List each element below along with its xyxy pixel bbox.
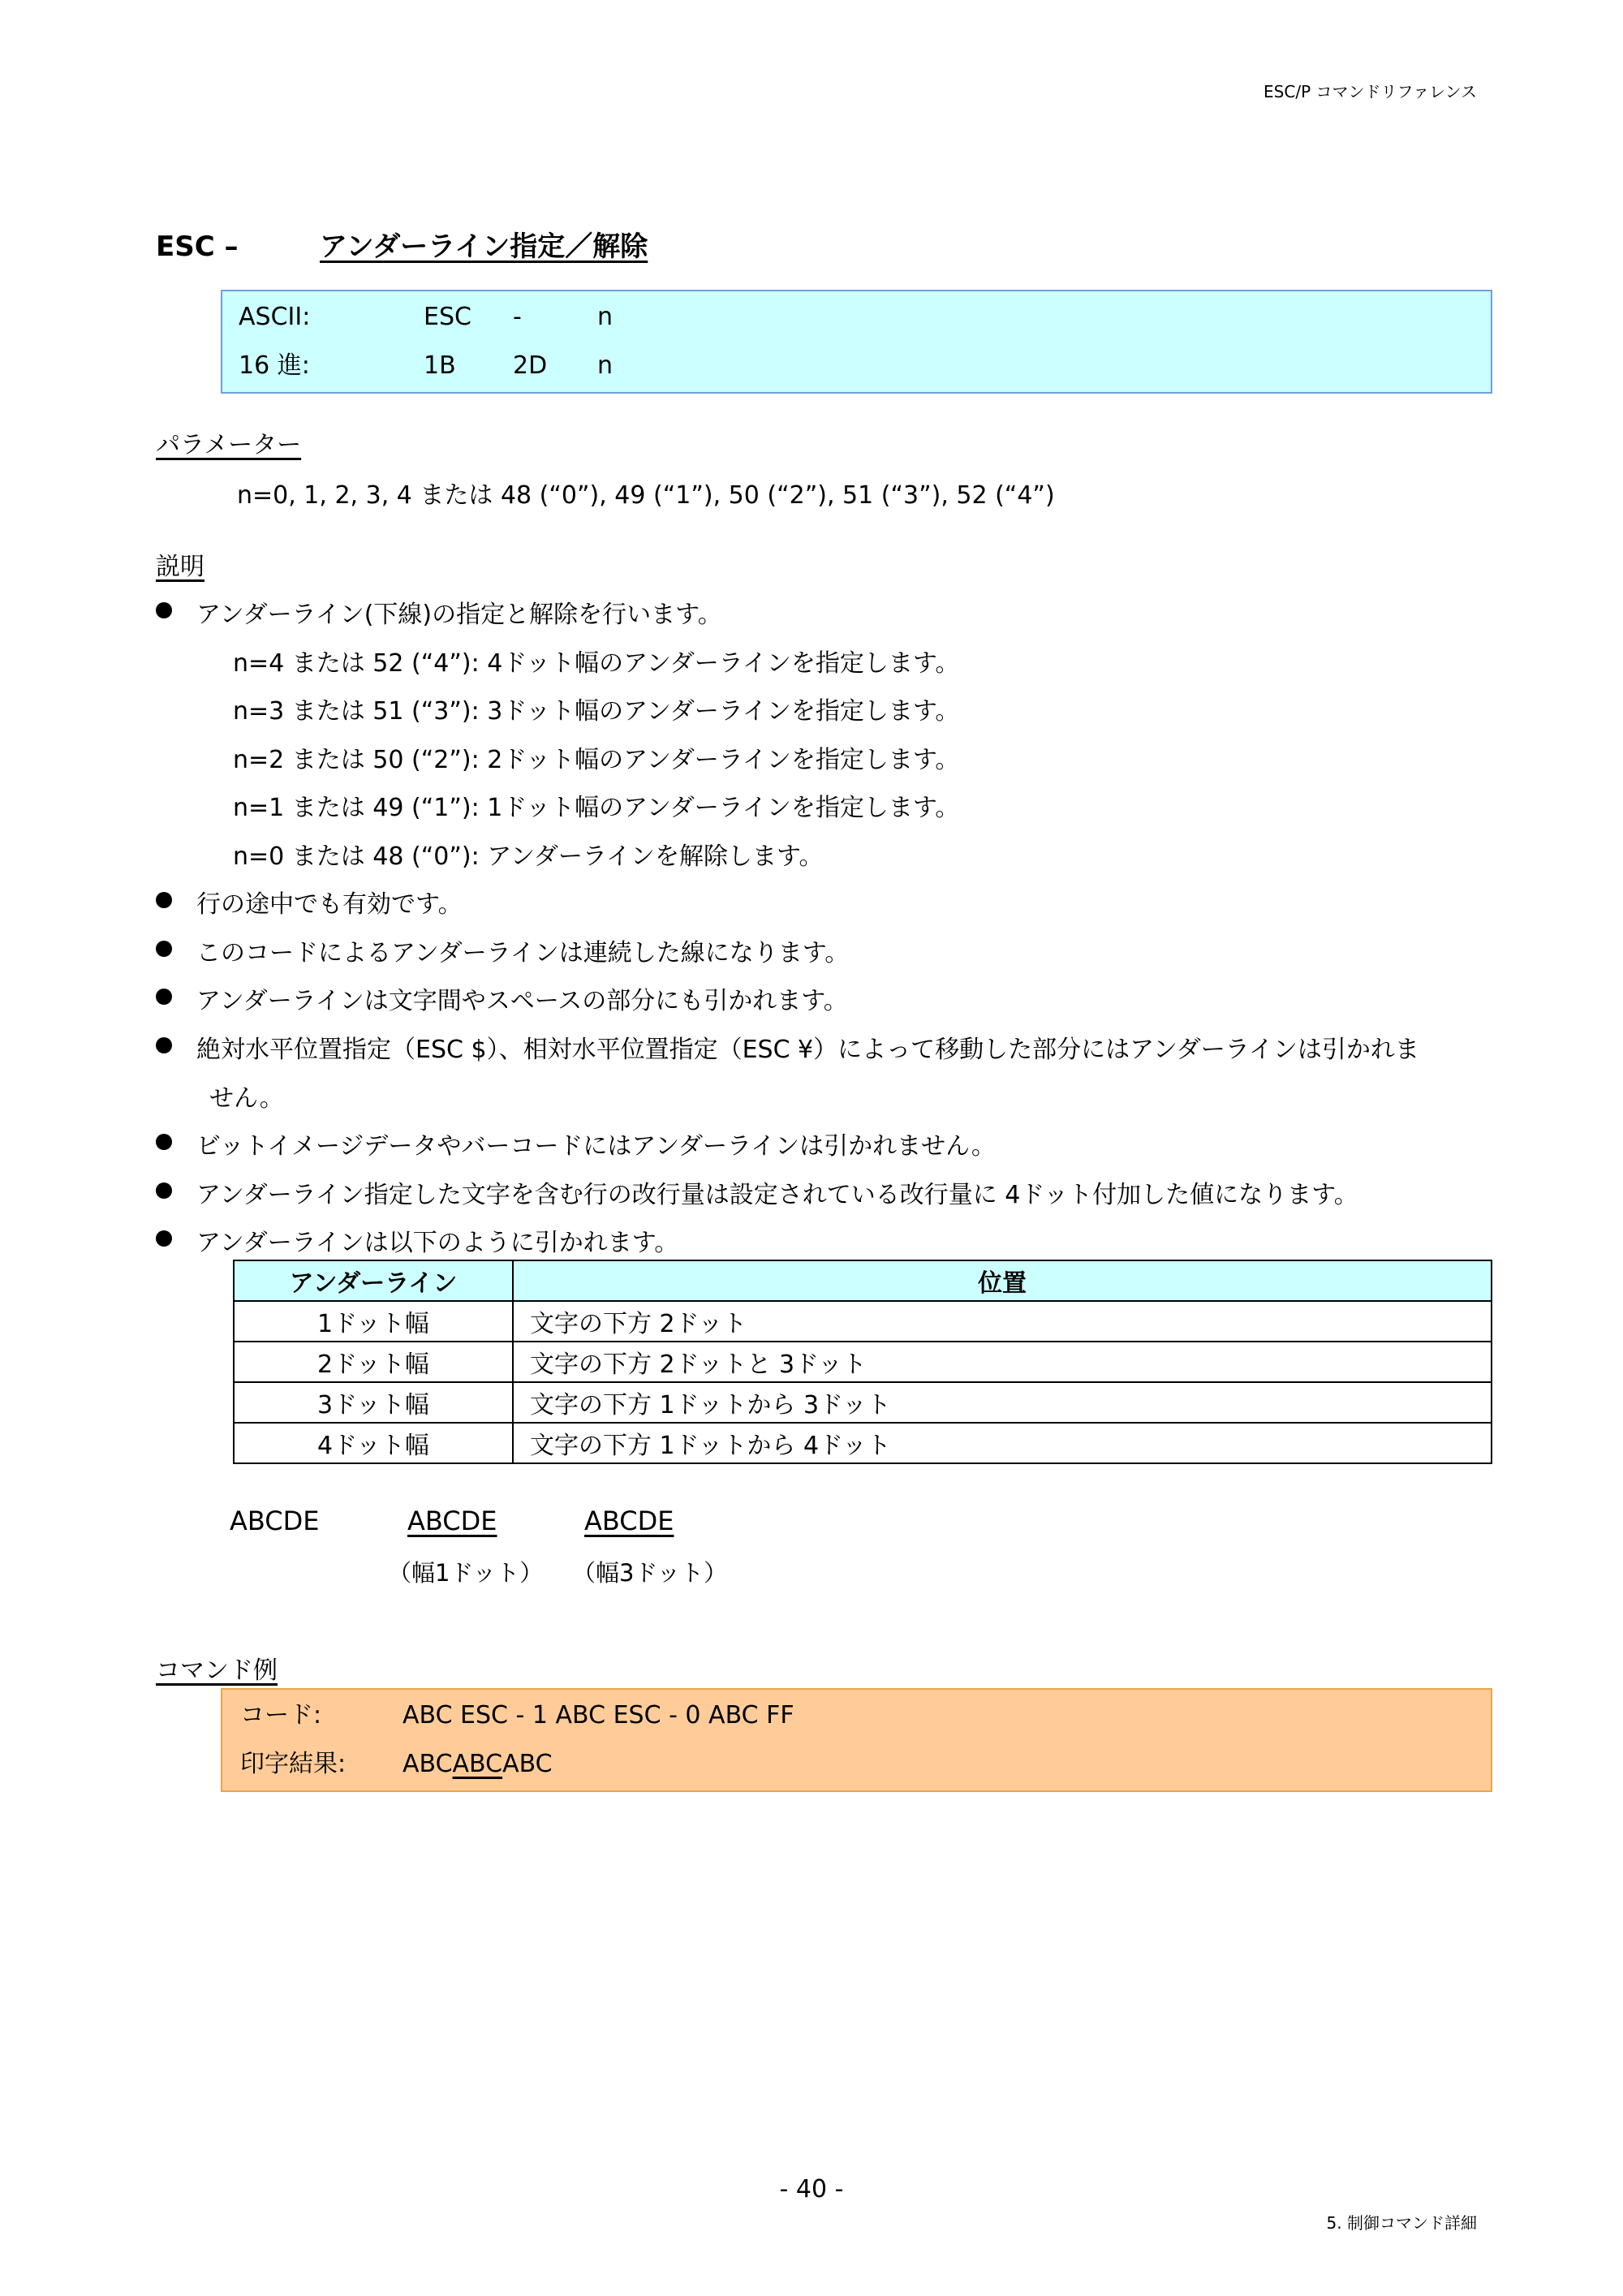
table-row xyxy=(234,1423,1492,1463)
ascii-c2: - xyxy=(513,303,522,331)
demo-underline-1dot: ABCDE xyxy=(407,1506,497,1536)
ascii-label: ASCII: xyxy=(239,303,311,331)
underline-position-table xyxy=(233,1260,1492,1464)
description-bullet-1: アンダーライン(下線)の指定と解除を行います。 xyxy=(196,601,722,629)
demo-caption-3dot: （幅3ドット） xyxy=(572,1559,728,1587)
table-row xyxy=(234,1301,1492,1342)
hex-c2: 2D xyxy=(513,351,548,380)
demo-caption-1dot: （幅1ドット） xyxy=(388,1559,544,1587)
demo-plain-text: ABCDE xyxy=(230,1506,320,1536)
bullet-icon xyxy=(156,1230,172,1247)
table-cell-position: 文字の下方 2ドットと 3ドット xyxy=(513,1342,1492,1382)
result-plain-start: ABC xyxy=(403,1750,453,1778)
command-example-box xyxy=(221,1688,1492,1792)
table-cell-width: 3ドット幅 xyxy=(234,1382,513,1423)
table-cell-position: 文字の下方 2ドット xyxy=(513,1301,1492,1342)
running-header: ESC/P コマンドリファレンス xyxy=(1264,82,1477,101)
page-number: - 40 - xyxy=(779,2175,844,2203)
running-footer: 5. 制御コマンド詳細 xyxy=(1326,2213,1477,2233)
example-code-row xyxy=(240,1691,794,1740)
example-result-row xyxy=(240,1740,553,1789)
description-bullet-7: アンダーライン指定した文字を含む行の改行量は設定されている改行量に 4ドット付加した値になります。 xyxy=(196,1181,1358,1209)
ascii-c1: ESC xyxy=(424,303,471,331)
table-cell-width: 4ドット幅 xyxy=(234,1423,513,1463)
table-header-position: 位置 xyxy=(513,1260,1492,1301)
description-bullet-4: アンダーラインは文字間やスペースの部分にも引かれます。 xyxy=(196,987,848,1015)
page-title xyxy=(156,224,648,264)
table-row xyxy=(234,1382,1492,1423)
example-heading: コマンド例 xyxy=(156,1656,278,1685)
hex-c3: n xyxy=(597,351,613,380)
table-cell-width: 1ドット幅 xyxy=(234,1301,513,1342)
bullet-icon xyxy=(156,1134,172,1150)
description-bullet-3: このコードによるアンダーラインは連続した線になります。 xyxy=(196,939,850,967)
description-heading: 説明 xyxy=(156,553,204,581)
ascii-c3: n xyxy=(597,303,613,331)
bullet-icon xyxy=(156,602,172,618)
title-name: アンダーライン指定／解除 xyxy=(320,230,648,263)
bullet-icon xyxy=(156,892,172,908)
demo-underline-3dot: ABCDE xyxy=(584,1506,674,1536)
parameters-heading: パラメーター xyxy=(156,431,302,459)
bullet-icon xyxy=(156,1037,172,1053)
description-sub-item: n=3 または 51 (“3”): 3ドット幅のアンダーラインを指定します。 xyxy=(233,697,960,726)
description-bullet-8: アンダーラインは以下のように引かれます。 xyxy=(196,1229,679,1257)
bullet-icon xyxy=(156,1182,172,1199)
ascii-hex-box xyxy=(221,290,1492,394)
parameters-text: n=0, 1, 2, 3, 4 または 48 (“0”), 49 (“1”), 50 (“2”), 51 (“3”), 52 (“4”) xyxy=(237,481,1055,510)
description-sub-item: n=0 または 48 (“0”): アンダーラインを解除します。 xyxy=(233,842,824,871)
description-bullet-6: ビットイメージデータやバーコードにはアンダーラインは引かれません。 xyxy=(196,1132,996,1161)
example-result-value xyxy=(403,1740,553,1789)
result-underlined: ABC xyxy=(452,1750,503,1778)
bullet-icon xyxy=(156,989,172,1005)
description-bullet-5-line-2: せん。 xyxy=(209,1084,284,1113)
bullet-icon xyxy=(156,941,172,957)
table-cell-position: 文字の下方 1ドットから 4ドット xyxy=(513,1423,1492,1463)
table-header-row xyxy=(234,1260,1492,1301)
hex-c1: 1B xyxy=(424,351,456,380)
description-sub-item: n=4 または 52 (“4”): 4ドット幅のアンダーラインを指定します。 xyxy=(233,649,960,678)
description-bullet-5-line-1: 絶対水平位置指定（ESC $）、相対水平位置指定（ESC ¥）によって移動した部分にはアンダーラインは引かれま xyxy=(196,1036,1419,1064)
example-code-label: コード: xyxy=(240,1701,322,1730)
example-code-value: ABC ESC - 1 ABC ESC - 0 ABC FF xyxy=(403,1701,794,1730)
table-cell-width: 2ドット幅 xyxy=(234,1342,513,1382)
result-plain-end: ABC xyxy=(502,1750,553,1778)
example-result-label: 印字結果: xyxy=(240,1750,347,1778)
title-command: ESC – xyxy=(156,230,239,263)
hex-label: 16 進: xyxy=(239,351,310,380)
table-cell-position: 文字の下方 1ドットから 3ドット xyxy=(513,1382,1492,1423)
table-row xyxy=(234,1342,1492,1382)
description-sub-item: n=2 または 50 (“2”): 2ドット幅のアンダーラインを指定します。 xyxy=(233,746,960,774)
description-bullet-2: 行の途中でも有効です。 xyxy=(196,890,463,919)
description-sub-item: n=1 または 49 (“1”): 1ドット幅のアンダーラインを指定します。 xyxy=(233,794,960,822)
table-header-underline: アンダーライン xyxy=(234,1260,513,1301)
